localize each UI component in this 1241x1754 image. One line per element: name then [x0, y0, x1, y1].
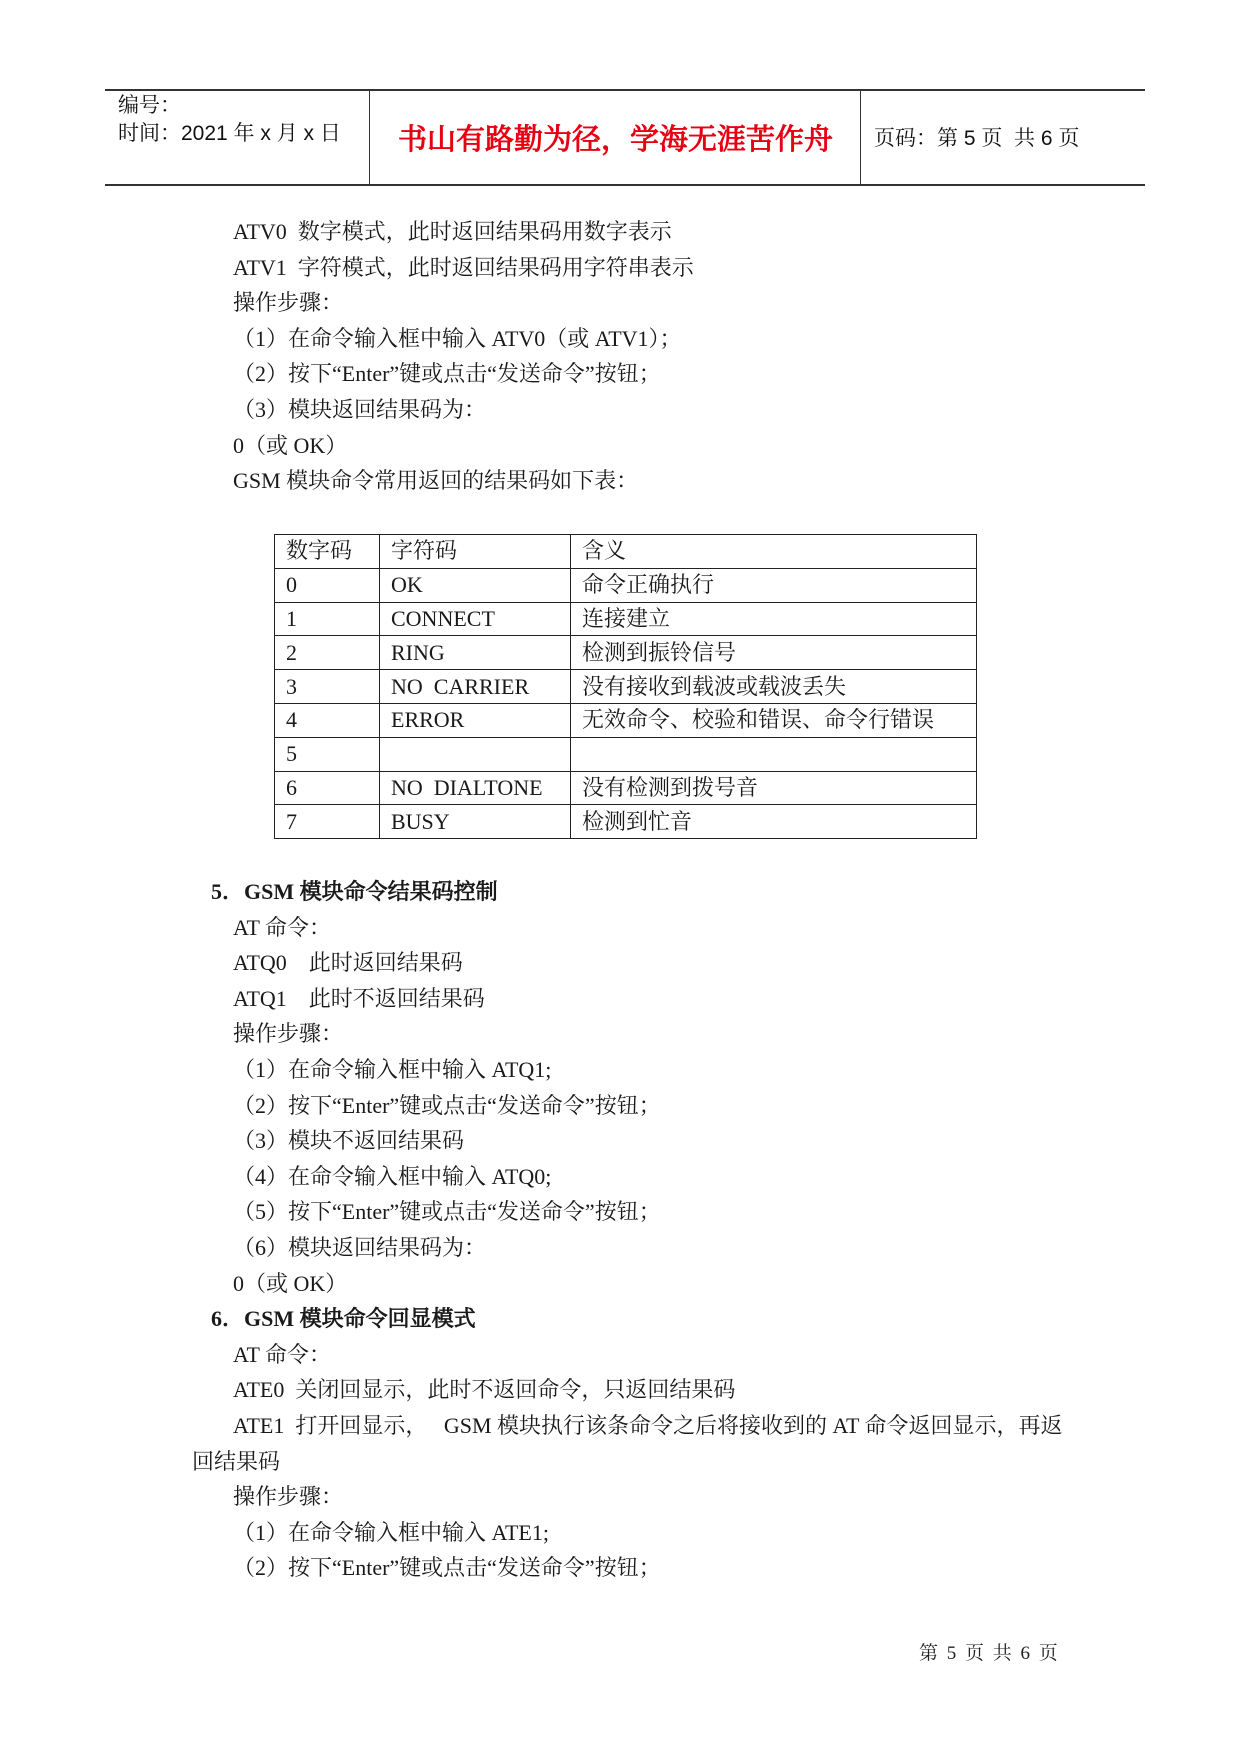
- header-motto-cell: [371, 91, 861, 184]
- meaning-cell: 没有接收到载波或载波丢失: [571, 670, 977, 704]
- header-page-number: 页码：第 5 页 共 6 页: [874, 127, 1080, 150]
- body-line: 操作步骤：: [233, 290, 344, 316]
- meaning-cell: 连接建立: [571, 602, 977, 636]
- table-row: [275, 670, 977, 704]
- numeric-code-cell: 3: [275, 670, 380, 704]
- intro-section: [0, 214, 1241, 499]
- body-line: （6）模块返回结果码为：: [233, 1234, 487, 1260]
- page-header: [105, 89, 1145, 186]
- body-line: （4）在命令输入框中输入 ATQ0;: [233, 1163, 552, 1189]
- page-footer-number: 第 5 页 共 6 页: [919, 1643, 1058, 1664]
- numeric-code-cell: 0: [275, 568, 380, 602]
- string-code-cell: OK: [380, 568, 571, 602]
- document-number-label: 编号：: [118, 94, 181, 117]
- string-code-cell: RING: [380, 636, 571, 670]
- meaning-cell: 检测到忙音: [571, 805, 977, 839]
- numeric-code-cell: 1: [275, 602, 380, 636]
- string-code-cell: NO CARRIER: [380, 670, 571, 704]
- body-line: 操作步骤：: [233, 1021, 344, 1047]
- section-heading: 6．GSM 模块命令回显模式: [211, 1306, 476, 1332]
- header-page-cell: [862, 91, 1145, 184]
- main-sections: [0, 874, 1241, 1586]
- body-line: ATQ0 此时返回结果码: [233, 950, 463, 976]
- table-header-cell: 数字码: [275, 535, 380, 569]
- table-header-row: [275, 535, 977, 569]
- meaning-cell: 没有检测到拨号音: [571, 771, 977, 805]
- numeric-code-cell: 4: [275, 703, 380, 737]
- string-code-cell: ERROR: [380, 703, 571, 737]
- numeric-code-cell: 6: [275, 771, 380, 805]
- body-line: （3）模块不返回结果码: [233, 1128, 465, 1154]
- table-row: [275, 568, 977, 602]
- table-header-cell: 字符码: [380, 535, 571, 569]
- body-line: （1）在命令输入框中输入 ATE1;: [233, 1519, 549, 1545]
- header-left-cell: [105, 91, 370, 184]
- table-row: [275, 602, 977, 636]
- body-line: （1）在命令输入框中输入 ATV0（或 ATV1）；: [233, 325, 682, 351]
- body-line: （2）按下“Enter”键或点击“发送命令”按钮；: [233, 1092, 661, 1118]
- table-row: [275, 771, 977, 805]
- string-code-cell: [380, 737, 571, 771]
- body-line: （5）按下“Enter”键或点击“发送命令”按钮；: [233, 1199, 661, 1225]
- body-line: AT 命令：: [233, 1341, 331, 1367]
- result-code-table: [274, 534, 977, 839]
- body-line: （2）按下“Enter”键或点击“发送命令”按钮；: [233, 1555, 661, 1581]
- string-code-cell: CONNECT: [380, 602, 571, 636]
- meaning-cell: 命令正确执行: [571, 568, 977, 602]
- body-line-continuation: 回结果码: [192, 1448, 281, 1474]
- table-row: [275, 737, 977, 771]
- body-line: 0（或 OK）: [233, 1270, 348, 1296]
- body-line: ATV0 数字模式，此时返回结果码用数字表示: [233, 219, 672, 244]
- body-line: ATV1 字符模式，此时返回结果码用字符串表示: [233, 254, 694, 280]
- body-line: 操作步骤：: [233, 1484, 344, 1510]
- numeric-code-cell: 7: [275, 805, 380, 839]
- body-line: ATE1 打开回显示， GSM 模块执行该条命令之后将接收到的 AT 命令返回显示，再返: [233, 1412, 1063, 1438]
- document-time-label: 时间：2021 年 x 月 x 日: [118, 122, 341, 145]
- motto: 书山有路勤为径，学海无涯苦作舟: [397, 122, 833, 156]
- table-row: [275, 636, 977, 670]
- numeric-code-cell: 2: [275, 636, 380, 670]
- section-heading: 5．GSM 模块命令结果码控制: [211, 879, 498, 904]
- table-header-cell: 含义: [571, 535, 977, 569]
- body-line: （1）在命令输入框中输入 ATQ1;: [233, 1056, 552, 1082]
- body-line: AT 命令：: [233, 914, 331, 940]
- meaning-cell: 检测到振铃信号: [571, 636, 977, 670]
- body-line: ATE0 关闭回显示，此时不返回命令，只返回结果码: [233, 1377, 736, 1403]
- string-code-cell: BUSY: [380, 805, 571, 839]
- body-line: GSM 模块命令常用返回的结果码如下表：: [233, 468, 639, 494]
- body-line: （2）按下“Enter”键或点击“发送命令”按钮；: [233, 361, 661, 387]
- numeric-code-cell: 5: [275, 737, 380, 771]
- table-row: [275, 703, 977, 737]
- meaning-cell: 无效命令、校验和错误、命令行错误: [571, 703, 977, 737]
- body-line: 0（或 OK）: [233, 432, 348, 458]
- body-line: （3）模块返回结果码为：: [233, 396, 487, 422]
- body-line: ATQ1 此时不返回结果码: [233, 985, 485, 1011]
- meaning-cell: [571, 737, 977, 771]
- table-row: [275, 805, 977, 839]
- string-code-cell: NO DIALTONE: [380, 771, 571, 805]
